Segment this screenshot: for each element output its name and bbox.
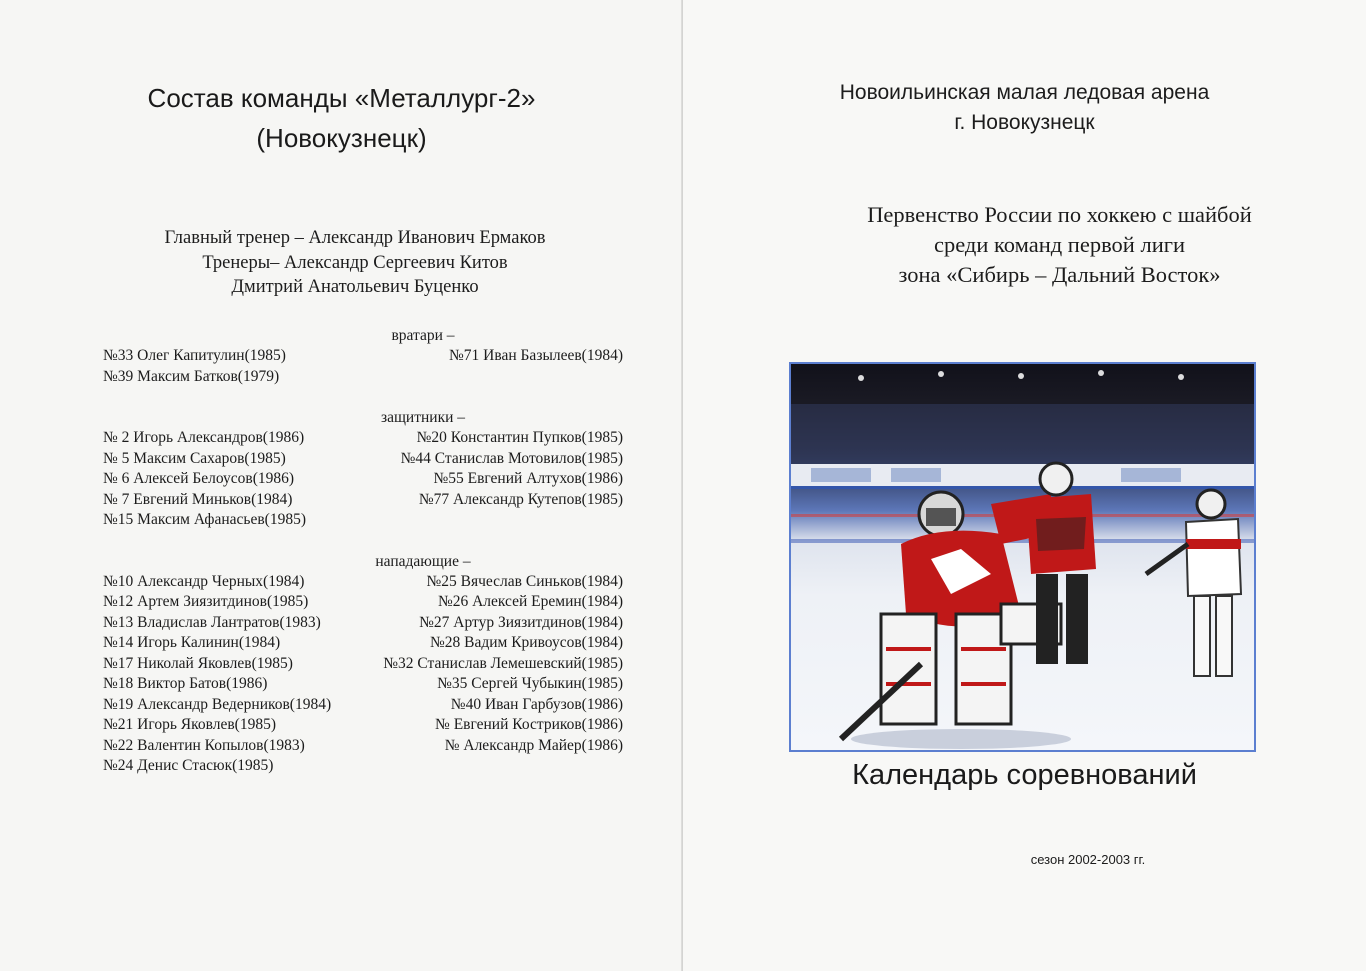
- roster-row: [103, 428, 623, 449]
- roster-row: [103, 449, 623, 470]
- roster: [103, 325, 623, 777]
- player-entry: № 5 Максим Сахаров(1985): [103, 449, 286, 467]
- player-entry: №10 Александр Черных(1984): [103, 572, 305, 590]
- player-entry: №35 Сергей Чубыкин(1985): [437, 675, 623, 692]
- hockey-photo: [789, 362, 1256, 752]
- coaches-line1: Тренеры– Александр Сергеевич Китов: [202, 252, 508, 273]
- player-entry: № Евгений Костриков(1986): [435, 716, 623, 733]
- defense-heading: защитники –: [380, 409, 466, 426]
- coaches-line2: Дмитрий Анатольевич Буценко: [231, 277, 479, 297]
- roster-row: [103, 654, 623, 675]
- player-entry: №12 Артем Зиязитдинов(1985): [103, 593, 309, 610]
- roster-row: [103, 613, 623, 634]
- player-entry: №14 Игорь Калинин(1984): [103, 634, 281, 651]
- player-entry: №44 Станислав Мотовилов(1985): [400, 449, 623, 467]
- team-title-line1: Состав команды «Металлург-2»: [147, 83, 536, 113]
- player-entry: №25 Вячеслав Синьков(1984): [426, 572, 623, 590]
- champ-line2: среди команд первой лиги: [933, 232, 1186, 257]
- calendar-title: Календарь соревнований: [852, 759, 1197, 791]
- roster-row: [103, 674, 623, 695]
- goalies-list: [103, 346, 623, 387]
- player-entry: №55 Евгений Алтухов(1986): [433, 470, 623, 487]
- roster-row: [103, 633, 623, 654]
- arena-line2: г. Новокузнецк: [954, 111, 1095, 134]
- champ-line3: зона «Сибирь – Дальний Восток»: [898, 262, 1221, 287]
- season-label: сезон 2002-2003 гг.: [1030, 852, 1146, 867]
- coaching-staff: [0, 226, 683, 300]
- player-entry: № 7 Евгений Миньков(1984): [103, 490, 293, 508]
- arena-heading: [683, 78, 1366, 138]
- championship-heading: [718, 200, 1366, 290]
- roster-row: [103, 469, 623, 490]
- player-entry: №24 Денис Стасюк(1985): [103, 757, 274, 774]
- right-page: [683, 0, 1366, 971]
- player-entry: № 6 Алексей Белоусов(1986): [103, 470, 295, 487]
- goalies-heading: вратари –: [391, 327, 455, 344]
- player-entry: №18 Виктор Батов(1986): [103, 675, 268, 692]
- player-entry: №21 Игорь Яковлев(1985): [103, 716, 276, 733]
- player-entry: № 2 Игорь Александров(1986): [103, 429, 305, 446]
- champ-line1: Первенство России по хоккею с шайбой: [867, 202, 1252, 227]
- player-entry: №19 Александр Ведерников(1984): [103, 695, 332, 713]
- head-coach: Главный тренер – Александр Иванович Ермаков: [164, 228, 546, 248]
- roster-row: [103, 367, 623, 388]
- roster-row: [103, 736, 623, 757]
- player-entry: №15 Максим Афанасьев(1985): [103, 511, 306, 528]
- roster-row: [103, 695, 623, 716]
- hockey-photo-icon: [791, 364, 1254, 750]
- forwards-heading: нападающие –: [375, 552, 471, 570]
- roster-row: [103, 490, 623, 511]
- forwards-list: [103, 572, 623, 777]
- player-entry: №27 Артур Зиязитдинов(1984): [419, 613, 623, 631]
- defense-list: [103, 428, 623, 531]
- player-entry: №17 Николай Яковлев(1985): [103, 654, 293, 672]
- arena-line1: Новоильинская малая ледовая арена: [839, 81, 1210, 104]
- player-entry: №22 Валентин Копылов(1983): [103, 736, 305, 754]
- roster-row: [103, 510, 623, 531]
- team-title-line2: (Новокузнецк): [256, 123, 427, 153]
- roster-row: [103, 715, 623, 736]
- player-entry: №13 Владислав Лантратов(1983): [103, 613, 321, 631]
- player-entry: №26 Алексей Еремин(1984): [437, 593, 623, 610]
- player-entry: №71 Иван Базылеев(1984): [449, 347, 623, 364]
- roster-row: [103, 346, 623, 367]
- roster-row: [103, 756, 623, 777]
- player-entry: №20 Константин Пупков(1985): [416, 429, 623, 446]
- player-entry: №40 Иван Гарбузов(1986): [450, 695, 623, 713]
- player-entry: №32 Станислав Лемешевский(1985): [383, 654, 623, 672]
- player-entry: №77 Александр Кутепов(1985): [418, 490, 623, 508]
- team-title: [0, 78, 683, 158]
- player-entry: №28 Вадим Кривоусов(1984): [429, 634, 623, 651]
- player-entry: №39 Максим Батков(1979): [103, 367, 280, 385]
- roster-row: [103, 592, 623, 613]
- player-entry: № Александр Майер(1986): [444, 736, 623, 754]
- roster-row: [103, 572, 623, 593]
- player-entry: №33 Олег Капитулин(1985): [103, 347, 286, 364]
